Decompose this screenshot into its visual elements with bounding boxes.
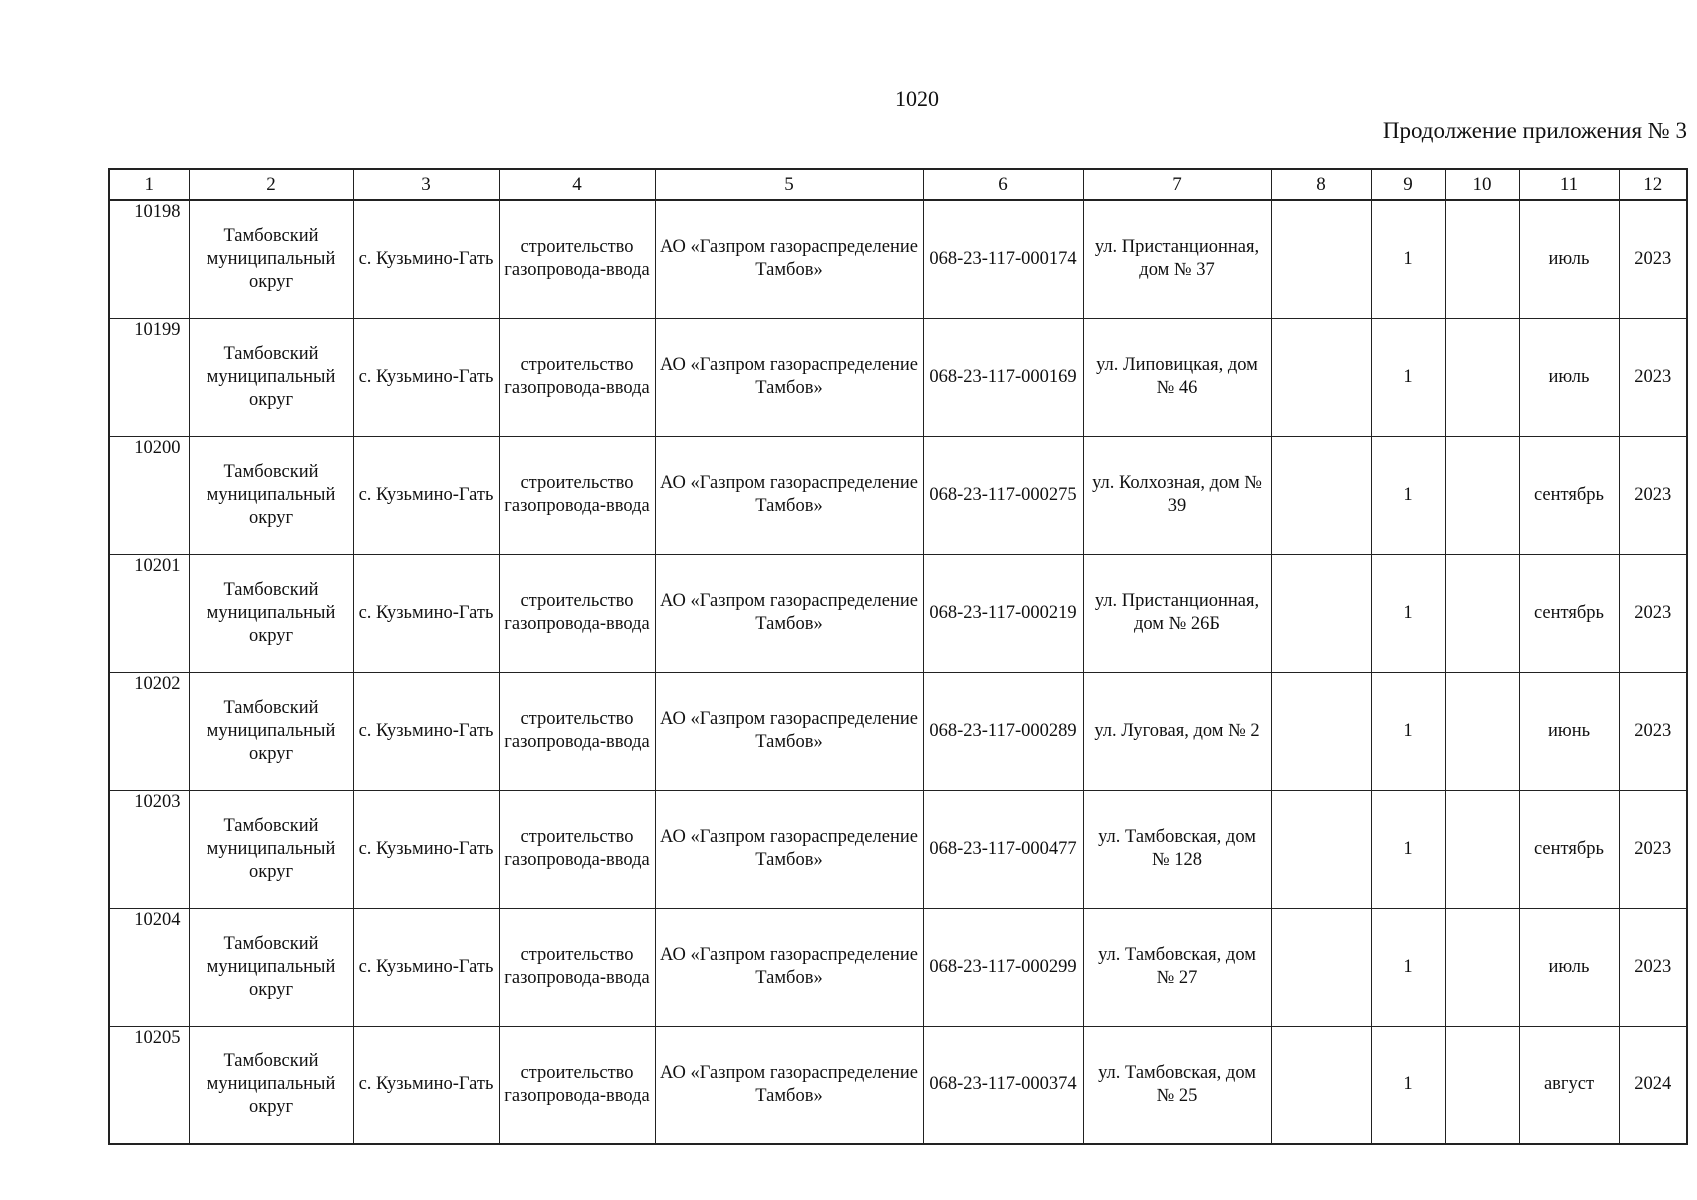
work-type-cell: строительство газопровода-ввода [499, 200, 655, 318]
row-number-cell: 10201 [109, 554, 189, 672]
address-cell: ул. Тамбовская, дом № 128 [1083, 790, 1271, 908]
work-type-cell: строительство газопровода-ввода [499, 908, 655, 1026]
column-8-cell [1271, 908, 1371, 1026]
year-cell: 2023 [1619, 908, 1687, 1026]
column-header-2: 2 [189, 169, 353, 200]
month-cell: июль [1519, 318, 1619, 436]
quantity-cell: 1 [1371, 200, 1445, 318]
settlement-cell: с. Кузьмино-Гать [353, 318, 499, 436]
table-body [109, 200, 1687, 1144]
column-10-cell [1445, 318, 1519, 436]
appendix-continuation-note: Продолжение приложения № 3 [1382, 118, 1687, 143]
work-type-cell: строительство газопровода-ввода [499, 790, 655, 908]
quantity-cell: 1 [1371, 436, 1445, 554]
column-header-11: 11 [1519, 169, 1619, 200]
district-cell: Тамбовский муниципальный округ [189, 200, 353, 318]
row-number-cell: 10198 [109, 200, 189, 318]
page-number: 1020 [895, 86, 939, 111]
project-code-cell: 068-23-117-000169 [923, 318, 1083, 436]
address-cell: ул. Тамбовская, дом № 25 [1083, 1026, 1271, 1144]
row-number-cell: 10199 [109, 318, 189, 436]
year-cell: 2024 [1619, 1026, 1687, 1144]
month-cell: июнь [1519, 672, 1619, 790]
column-header-3: 3 [353, 169, 499, 200]
settlement-cell: с. Кузьмино-Гать [353, 200, 499, 318]
organization-cell: АО «Газпром газораспределение Тамбов» [655, 554, 923, 672]
settlement-cell: с. Кузьмино-Гать [353, 790, 499, 908]
table-row [109, 318, 1687, 436]
month-cell: сентябрь [1519, 436, 1619, 554]
table-row [109, 790, 1687, 908]
quantity-cell: 1 [1371, 554, 1445, 672]
column-header-10: 10 [1445, 169, 1519, 200]
column-header-4: 4 [499, 169, 655, 200]
work-type-cell: строительство газопровода-ввода [499, 554, 655, 672]
quantity-cell: 1 [1371, 318, 1445, 436]
column-8-cell [1271, 790, 1371, 908]
district-cell: Тамбовский муниципальный округ [189, 554, 353, 672]
settlement-cell: с. Кузьмино-Гать [353, 554, 499, 672]
year-cell: 2023 [1619, 672, 1687, 790]
column-10-cell [1445, 672, 1519, 790]
year-cell: 2023 [1619, 790, 1687, 908]
column-10-cell [1445, 1026, 1519, 1144]
table-row [109, 672, 1687, 790]
column-header-9: 9 [1371, 169, 1445, 200]
year-cell: 2023 [1619, 436, 1687, 554]
column-8-cell [1271, 1026, 1371, 1144]
address-cell: ул. Луговая, дом № 2 [1083, 672, 1271, 790]
month-cell: сентябрь [1519, 554, 1619, 672]
table-row [109, 436, 1687, 554]
table-row [109, 908, 1687, 1026]
organization-cell: АО «Газпром газораспределение Тамбов» [655, 790, 923, 908]
district-cell: Тамбовский муниципальный округ [189, 672, 353, 790]
project-code-cell: 068-23-117-000374 [923, 1026, 1083, 1144]
address-cell: ул. Липовицкая, дом № 46 [1083, 318, 1271, 436]
quantity-cell: 1 [1371, 1026, 1445, 1144]
district-cell: Тамбовский муниципальный округ [189, 1026, 353, 1144]
row-number-cell: 10202 [109, 672, 189, 790]
project-code-cell: 068-23-117-000299 [923, 908, 1083, 1026]
column-8-cell [1271, 554, 1371, 672]
project-code-cell: 068-23-117-000289 [923, 672, 1083, 790]
organization-cell: АО «Газпром газораспределение Тамбов» [655, 318, 923, 436]
project-code-cell: 068-23-117-000219 [923, 554, 1083, 672]
month-cell: август [1519, 1026, 1619, 1144]
column-10-cell [1445, 908, 1519, 1026]
project-code-cell: 068-23-117-000174 [923, 200, 1083, 318]
organization-cell: АО «Газпром газораспределение Тамбов» [655, 908, 923, 1026]
row-number-cell: 10204 [109, 908, 189, 1026]
year-cell: 2023 [1619, 318, 1687, 436]
column-8-cell [1271, 436, 1371, 554]
work-type-cell: строительство газопровода-ввода [499, 436, 655, 554]
column-10-cell [1445, 200, 1519, 318]
district-cell: Тамбовский муниципальный округ [189, 790, 353, 908]
year-cell: 2023 [1619, 554, 1687, 672]
quantity-cell: 1 [1371, 908, 1445, 1026]
row-number-cell: 10200 [109, 436, 189, 554]
column-8-cell [1271, 318, 1371, 436]
district-cell: Тамбовский муниципальный округ [189, 318, 353, 436]
column-10-cell [1445, 436, 1519, 554]
project-code-cell: 068-23-117-000477 [923, 790, 1083, 908]
address-cell: ул. Пристанционная, дом № 37 [1083, 200, 1271, 318]
settlement-cell: с. Кузьмино-Гать [353, 672, 499, 790]
quantity-cell: 1 [1371, 672, 1445, 790]
project-code-cell: 068-23-117-000275 [923, 436, 1083, 554]
month-cell: июль [1519, 908, 1619, 1026]
settlement-cell: с. Кузьмино-Гать [353, 1026, 499, 1144]
column-header-8: 8 [1271, 169, 1371, 200]
organization-cell: АО «Газпром газораспределение Тамбов» [655, 436, 923, 554]
organization-cell: АО «Газпром газораспределение Тамбов» [655, 1026, 923, 1144]
quantity-cell: 1 [1371, 790, 1445, 908]
table-row [109, 200, 1687, 318]
column-header-1: 1 [109, 169, 189, 200]
address-cell: ул. Тамбовская, дом № 27 [1083, 908, 1271, 1026]
work-type-cell: строительство газопровода-ввода [499, 672, 655, 790]
district-cell: Тамбовский муниципальный округ [189, 908, 353, 1026]
column-header-12: 12 [1619, 169, 1687, 200]
address-cell: ул. Пристанционная, дом № 26Б [1083, 554, 1271, 672]
column-8-cell [1271, 672, 1371, 790]
column-8-cell [1271, 200, 1371, 318]
settlement-cell: с. Кузьмино-Гать [353, 436, 499, 554]
column-header-7: 7 [1083, 169, 1271, 200]
column-header-5: 5 [655, 169, 923, 200]
header-row [109, 169, 1687, 200]
month-cell: июль [1519, 200, 1619, 318]
month-cell: сентябрь [1519, 790, 1619, 908]
table-row [109, 554, 1687, 672]
district-cell: Тамбовский муниципальный округ [189, 436, 353, 554]
settlement-cell: с. Кузьмино-Гать [353, 908, 499, 1026]
row-number-cell: 10205 [109, 1026, 189, 1144]
row-number-cell: 10203 [109, 790, 189, 908]
address-cell: ул. Колхозная, дом № 39 [1083, 436, 1271, 554]
organization-cell: АО «Газпром газораспределение Тамбов» [655, 200, 923, 318]
column-header-6: 6 [923, 169, 1083, 200]
organization-cell: АО «Газпром газораспределение Тамбов» [655, 672, 923, 790]
column-10-cell [1445, 790, 1519, 908]
year-cell: 2023 [1619, 200, 1687, 318]
column-10-cell [1445, 554, 1519, 672]
appendix-table [108, 168, 1688, 1145]
work-type-cell: строительство газопровода-ввода [499, 318, 655, 436]
work-type-cell: строительство газопровода-ввода [499, 1026, 655, 1144]
table-row [109, 1026, 1687, 1144]
